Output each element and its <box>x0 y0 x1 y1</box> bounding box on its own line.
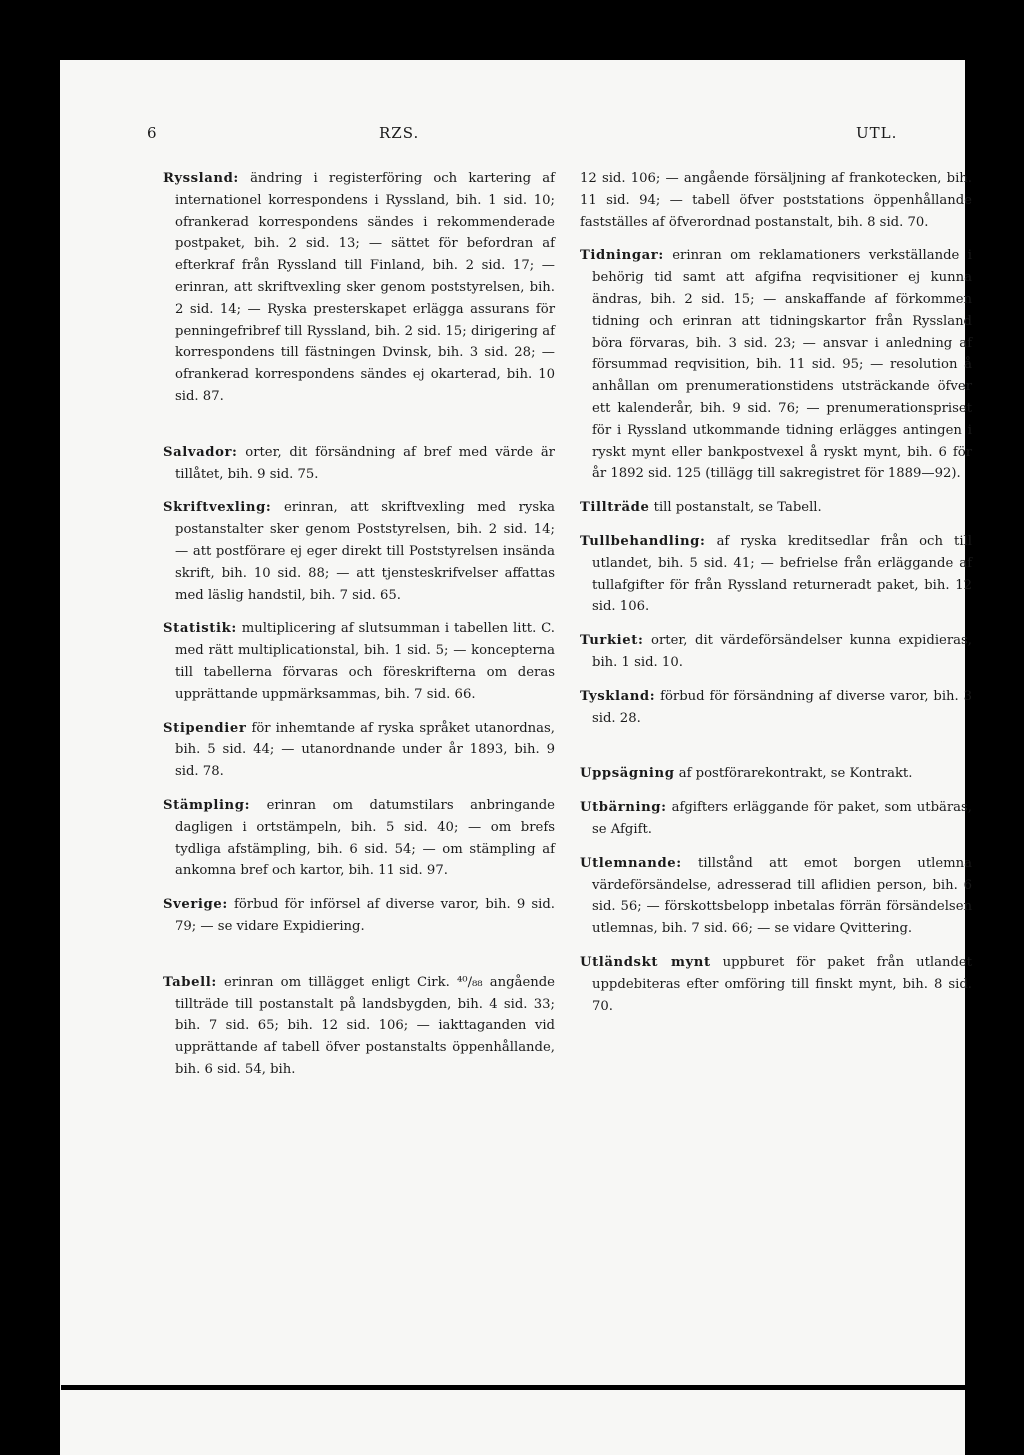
entry-text: erinran, att skriftvexling med ryska postanstalter sker genom Poststyrelsen, bih. 2 sid. 14; — att postförare ej eger direkt till Poststyrelsen insända skrift, bih. 10 sid. 88; — att tjensteskrifvelser affattas med läslig handstil, bih. 7 sid. 65. <box>175 500 555 603</box>
entry-text: förbud för försändning af diverse varor, bih. 3 sid. 28. <box>592 688 972 726</box>
index-entry <box>580 630 972 674</box>
entry-text: erinran om datumstilars anbringande dagligen i ortstämpeln, bih. 5 sid. 40; — om brefs tydliga afstämpling, bih. 6 sid. 54; — om stämpling af ankomna bref och kartor, bih. 11 sid. 97. <box>175 797 555 879</box>
index-entry <box>163 972 555 1081</box>
entry-text: afgifters erläggande för paket, som utbäras, se Afgift. <box>592 800 972 837</box>
entry-text: 12 sid. 106; — angående försäljning af frankotecken, bih. 11 sid. 94; — tabell öfver poststations öppenhållande fastställes af öfverordnad postanstalt, bih. 8 sid. 70. <box>580 171 972 230</box>
index-entry <box>163 442 555 486</box>
entry-head: Uppsägning <box>580 766 675 782</box>
index-entry <box>580 797 972 841</box>
entry-head: Utlemnande: <box>580 855 682 871</box>
entry-text: ändring i registerföring och kartering af internationel korrespondens i Ryssland, bih. 1 sid. 10; ofrankerad korrespondens sändes i rekommenderade postpaket, bih. 2 sid. 13; — sättet för befordran af efterkraf från Ryssland till Finland, bih. 2 sid. 17; — erinran, att skriftvexling sker genom poststyrelsen, bih. 2 sid. 14; — Ryska presterskapet erlägga assurans för penningefribref till Ryssland, bih. 2 sid. 15; dirigering af korrespondens till fästningen Dvinsk, bih. 3 sid. 28; — ofrankerad korrespondens sändes ej okarterad, bih. 10 sid. 87. <box>175 171 555 404</box>
entry-head: Turkiet: <box>580 633 644 649</box>
entry-head: Tidningar: <box>580 248 664 264</box>
entry-head: Tabell: <box>163 974 217 990</box>
entry-head: Sverige: <box>163 897 228 913</box>
right-column <box>580 168 972 1017</box>
index-entry <box>163 795 555 882</box>
entry-head: Tillträde <box>580 500 650 516</box>
index-entry <box>163 894 555 938</box>
index-entry <box>580 531 972 618</box>
index-entry <box>163 497 555 606</box>
entry-head: Utbärning: <box>580 800 667 816</box>
index-entry <box>580 245 972 485</box>
entry-text: förbud för införsel af diverse varor, bih. 9 sid. 79; — se vidare Expidiering. <box>175 897 555 934</box>
index-entry <box>580 497 972 519</box>
entry-text: uppburet för paket från utlandet uppdebiteras efter omföring till finskt mynt, bih. 8 sid. 70. <box>592 954 972 1014</box>
entry-text: tillstånd att emot borgen utlemna värdeförsändelse, adresserad till aflidien person, bih. 6 sid. 56; — förskottsbelopp inbetalas förrän försändelsen utlemnas, bih. 7 sid. 66; — se vidare Qvittering. <box>592 855 972 937</box>
header-right-term: UTL. <box>856 124 898 142</box>
index-entry <box>580 853 972 940</box>
page-number: 6 <box>147 124 158 142</box>
entry-text: för inhemtande af ryska språket utanordnas, bih. 5 sid. 44; — utanordnande under år 1893, bih. 9 sid. 78. <box>175 720 555 780</box>
entry-text: orter, dit värdeförsändelser kunna expidieras, bih. 1 sid. 10. <box>592 633 972 670</box>
index-entry <box>163 168 555 408</box>
entry-head: Tyskland: <box>580 688 656 704</box>
index-entry <box>580 763 972 785</box>
entry-head: Salvador: <box>163 444 238 460</box>
index-entry <box>580 686 972 730</box>
entry-text: af ryska kreditsedlar från och till utlandet, bih. 5 sid. 41; — befrielse från erläggande af tullafgifter för från Ryssland returneradt paket, bih. 12 sid. 106. <box>592 533 972 615</box>
entry-head: Ryssland: <box>163 171 239 186</box>
entry-text: multiplicering af slutsumman i tabellen litt. C. med rätt multiplicationstal, bih. 1 sid. 5; — koncepterna till tabellerna förvaras och föreskrifterna om deras upprättande uppmärksammas, bih. 7 sid. 66. <box>175 621 555 702</box>
index-entry <box>163 618 555 705</box>
entry-text: af postförarekontrakt, se Kontrakt. <box>674 766 913 782</box>
left-column <box>163 168 555 1081</box>
entry-head: Statistik: <box>163 621 237 637</box>
index-entry <box>163 718 555 783</box>
index-entry-continued <box>580 168 972 233</box>
entry-head: Skriftvexling: <box>163 500 272 516</box>
header-left-term: RZS. <box>379 124 420 142</box>
index-entry <box>580 952 972 1017</box>
entry-head: Stipendier <box>163 720 247 736</box>
entry-text: erinran om reklamationers verkställande i behörig tid samt att afgifna reqvisitioner ej kunna ändras, bih. 2 sid. 15; — anskaffande af förkommen tidning och erinran att tidningskartor från Ryssland böra förvaras, bih. 3 sid. 23; — ansvar i anledning af försummad reqvisition, bih. 11 sid. 95; — resolution å anhållan om prenumerationstidens utsträckande öfver ett kalenderår, bih. 9 sid. 76; — prenumerationspriset för i Ryssland utkommande tidning erlägges antingen i ryskt mynt eller bankpostvexel å ryskt mynt, bih. 6 för år 1892 sid. 125 (tillägg till sakregistret för 1889—92). <box>592 248 972 482</box>
entry-text: erinran om tillägget enligt Cirk. ⁴⁰/₈₈ angående tillträde till postanstalt på landsbygden, bih. 4 sid. 33; bih. 7 sid. 65; bih. 12 sid. 106; — iakttaganden vid upprättande af tabell öfver postanstalts öppenhållande, bih. 6 sid. 54, bih. <box>175 974 555 1077</box>
entry-head: Stämpling: <box>163 797 251 813</box>
document-page <box>60 60 972 1455</box>
entry-head: Tullbehandling: <box>580 533 706 549</box>
entry-text: till postanstalt, se Tabell. <box>649 500 822 516</box>
scan-border-line <box>61 1385 966 1390</box>
entry-head: Utländskt mynt <box>580 954 711 970</box>
entry-text: orter, dit försändning af bref med värde är tillåtet, bih. 9 sid. 75. <box>175 444 555 482</box>
